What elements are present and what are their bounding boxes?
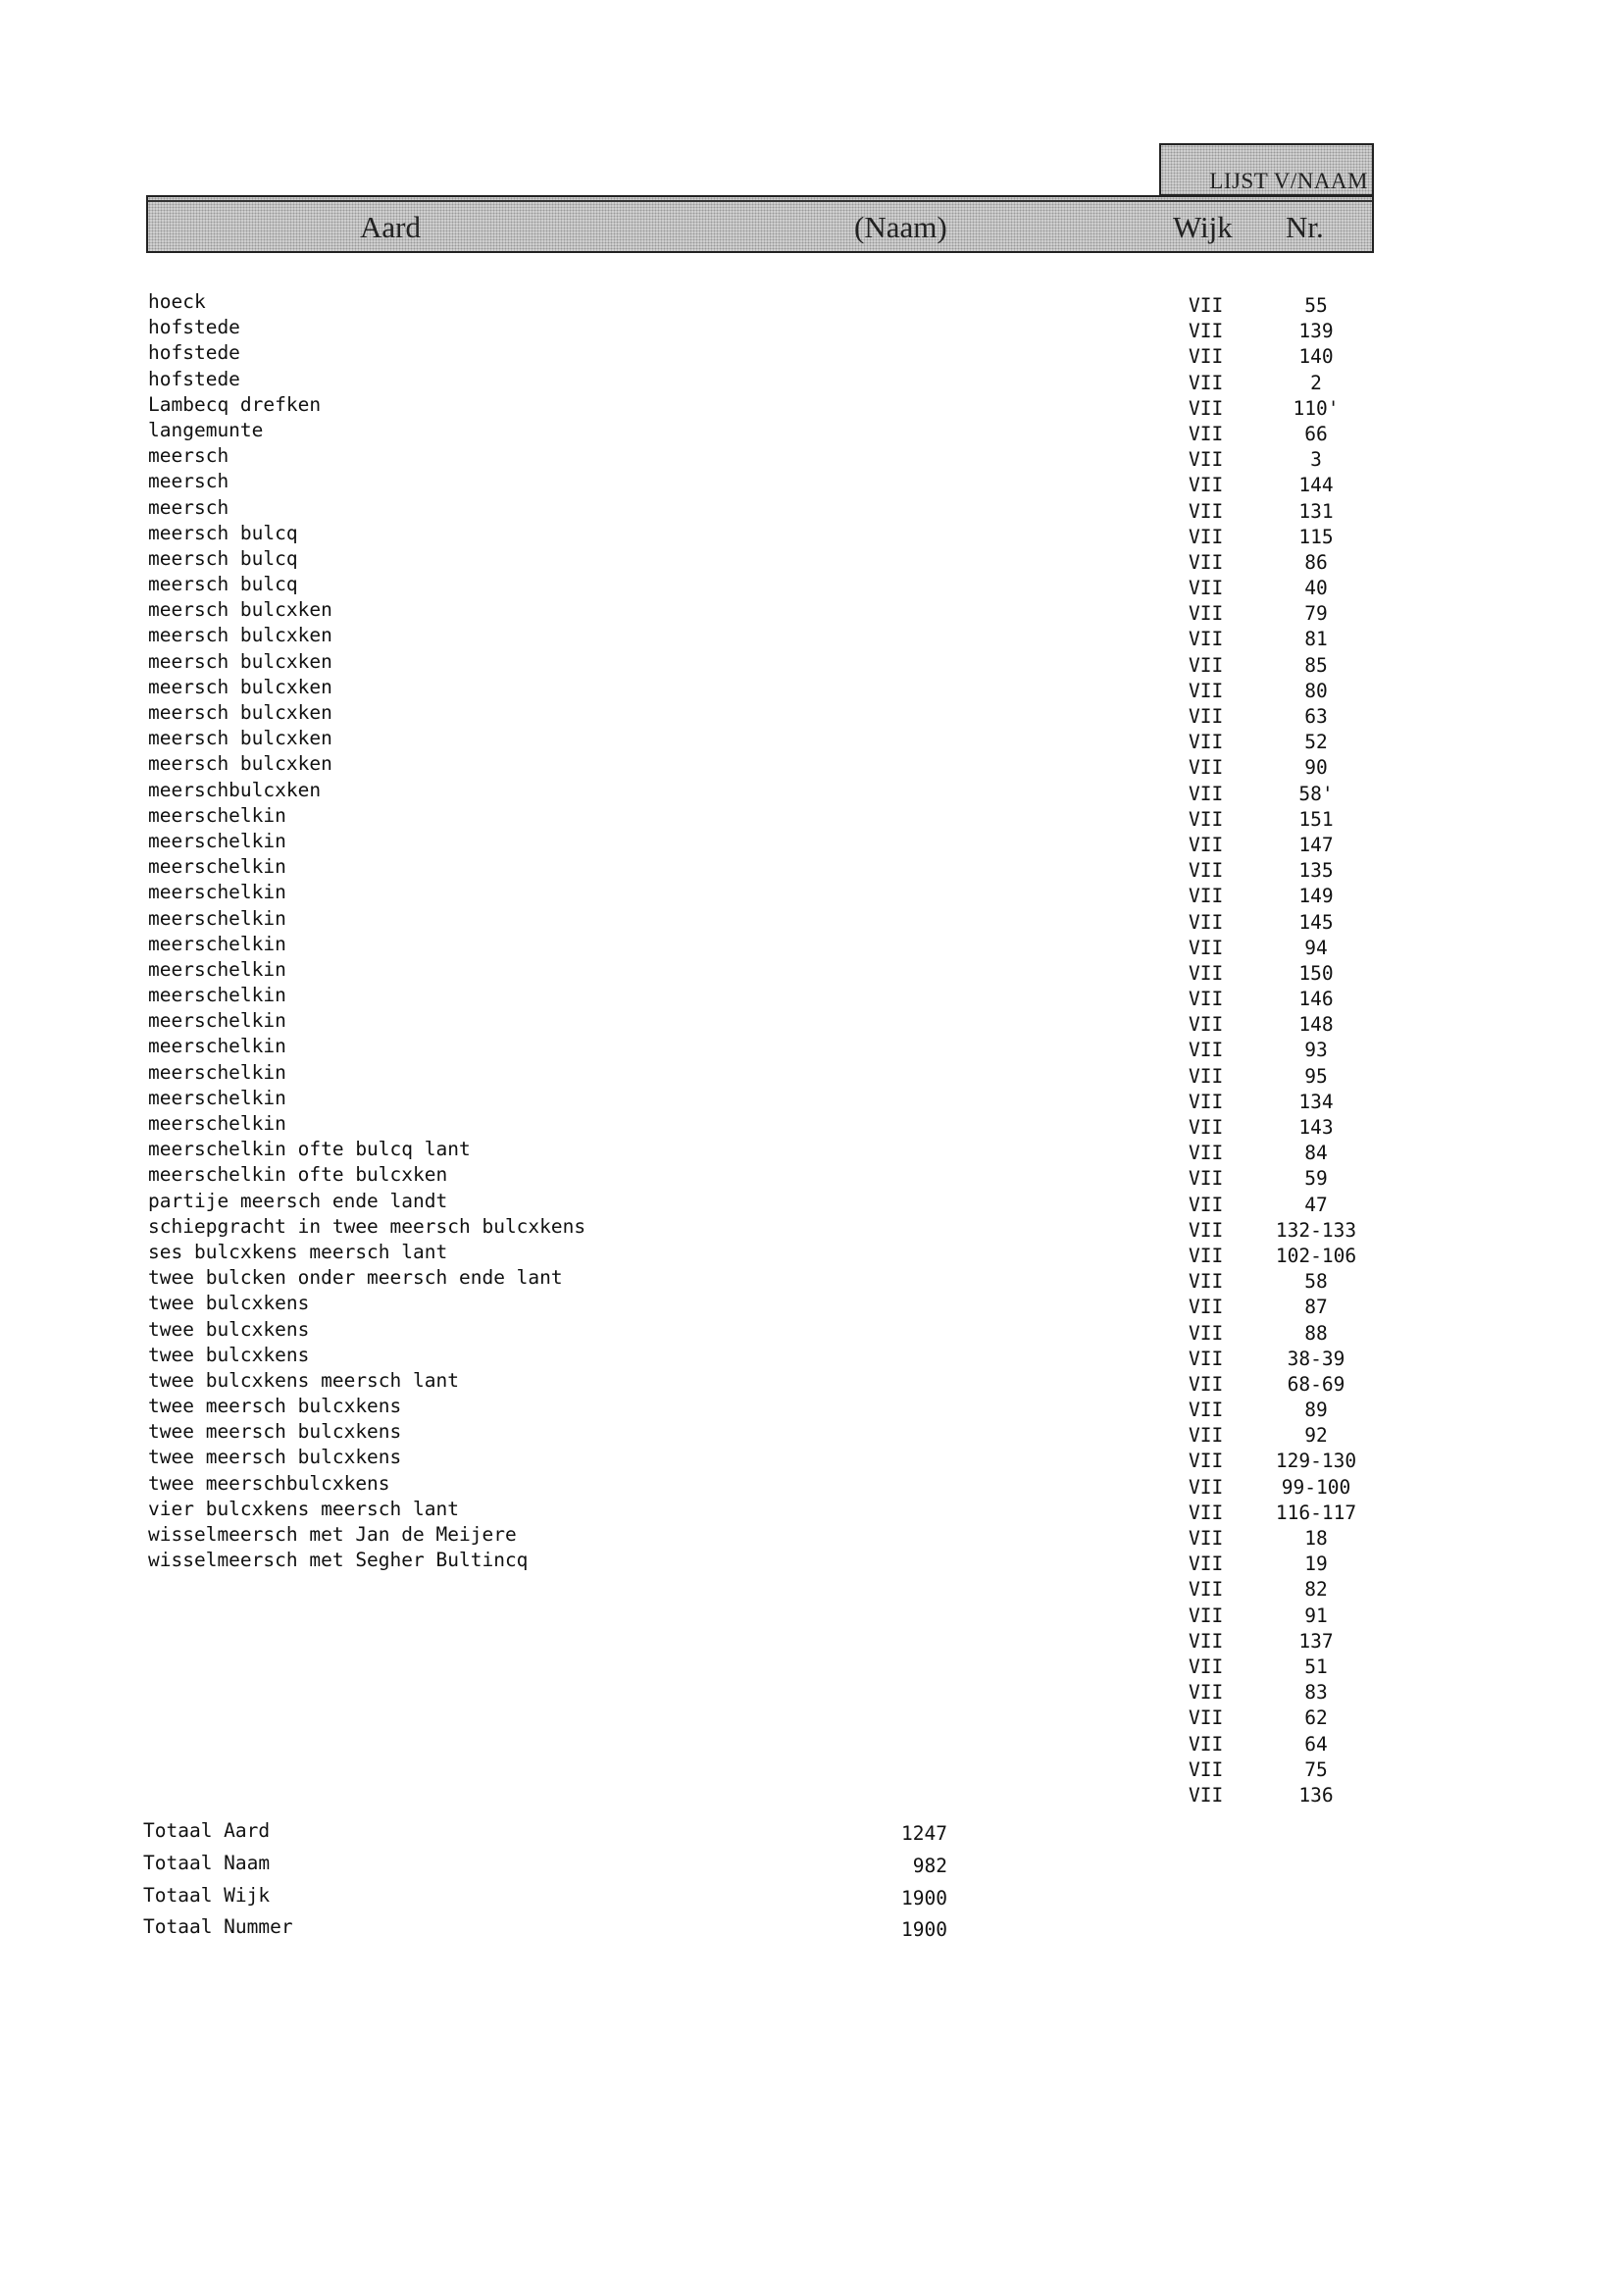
row-nr: 81 [1304,628,1328,651]
table-row [0,752,1624,778]
row-wijk: VII [1189,1757,1224,1781]
row-aard: meersch [148,495,229,519]
table-row [0,1369,1624,1395]
table-row [0,290,1624,316]
row-wijk: VII [1189,1244,1224,1267]
row-wijk: VII [1189,396,1224,420]
row-wijk: VII [1189,859,1224,883]
row-wijk: VII [1189,1167,1224,1191]
list-tag-box [1159,143,1374,196]
row-nr: 82 [1304,1578,1328,1602]
table-row [0,984,1624,1009]
row-nr: 2 [1310,371,1322,394]
row-wijk: VII [1189,833,1224,856]
table-row [0,1729,1624,1755]
row-wijk: VII [1189,807,1224,831]
row-nr: 99-100 [1281,1475,1351,1499]
table-row [0,1035,1624,1060]
table-row [0,624,1624,649]
row-wijk: VII [1189,1296,1224,1319]
table-row [0,804,1624,830]
row-aard: hofstede [148,341,240,365]
row-wijk: VII [1189,1193,1224,1216]
row-nr: 137 [1298,1629,1334,1653]
row-aard: meerschelkin ofte bulcq lant [148,1138,471,1161]
row-wijk: VII [1189,961,1224,985]
row-wijk: VII [1189,345,1224,369]
row-aard: twee bulcken onder meersch ende lant [148,1266,563,1290]
table-row [0,1215,1624,1241]
row-nr: 151 [1298,807,1334,831]
row-aard: Lambecq drefken [148,392,322,416]
row-wijk: VII [1189,705,1224,728]
row-nr: 66 [1304,422,1328,445]
table-row [0,1395,1624,1420]
column-header-bar [146,195,1374,253]
table-row [0,316,1624,341]
table-row [0,779,1624,804]
row-nr: 64 [1304,1732,1328,1756]
table-row [0,1574,1624,1600]
total-label: Totaal Nummer [143,1915,293,1939]
row-aard: twee bulcxkens [148,1292,310,1315]
row-aard: meersch bulcxken [148,752,332,776]
row-wijk: VII [1189,422,1224,445]
row-nr: 149 [1298,885,1334,908]
row-wijk: VII [1189,1424,1224,1448]
table-row [0,1266,1624,1292]
table-row [0,650,1624,676]
row-wijk: VII [1189,910,1224,934]
row-nr: 139 [1298,320,1334,343]
row-nr: 55 [1304,294,1328,317]
total-row [0,1819,1624,1852]
table-row [0,1780,1624,1806]
total-value: 1900 [901,1886,947,1909]
row-nr: 84 [1304,1142,1328,1165]
table-row [0,368,1624,393]
row-wijk: VII [1189,628,1224,651]
total-value: 982 [912,1854,947,1877]
table-row [0,1703,1624,1728]
table-row [0,419,1624,444]
row-wijk: VII [1189,577,1224,600]
header-nr: Nr. [1286,210,1324,244]
row-wijk: VII [1189,1450,1224,1473]
row-wijk: VII [1189,1655,1224,1678]
row-wijk: VII [1189,756,1224,780]
row-nr: 3 [1310,448,1322,472]
table-row [0,496,1624,522]
list-tag: LIJST V/NAAM [1209,169,1368,193]
row-wijk: VII [1189,1013,1224,1037]
table-row [0,1344,1624,1369]
row-nr: 150 [1298,961,1334,985]
row-nr: 51 [1304,1655,1328,1678]
table-row [0,1755,1624,1780]
row-aard: meerschelkin [148,1009,286,1033]
row-aard: meerschelkin [148,932,286,955]
row-wijk: VII [1189,782,1224,805]
row-aard: twee meersch bulcxkens [148,1446,402,1469]
row-wijk: VII [1189,731,1224,754]
row-nr: 83 [1304,1681,1328,1705]
table-row [0,1292,1624,1317]
row-nr: 115 [1298,525,1334,548]
row-wijk: VII [1189,1321,1224,1345]
row-nr: 91 [1304,1604,1328,1627]
table-row [0,470,1624,495]
row-nr: 131 [1298,499,1334,523]
row-nr: 75 [1304,1757,1328,1781]
row-aard: meerschbulcxken [148,778,322,801]
row-aard: wisselmeersch met Segher Bultincq [148,1549,529,1572]
row-aard: meersch [148,444,229,468]
total-row [0,1915,1624,1948]
row-aard: meersch bulcxken [148,598,332,622]
row-nr: 94 [1304,936,1328,959]
row-wijk: VII [1189,1553,1224,1576]
row-nr: 90 [1304,756,1328,780]
row-wijk: VII [1189,525,1224,548]
row-nr: 144 [1298,474,1334,497]
row-wijk: VII [1189,1527,1224,1550]
table-row [0,933,1624,958]
table-row [0,830,1624,855]
row-nr: 58 [1304,1270,1328,1294]
table-row [0,1498,1624,1523]
row-nr: 40 [1304,577,1328,600]
row-nr: 79 [1304,602,1328,626]
table-row [0,1190,1624,1215]
row-nr: 146 [1298,988,1334,1011]
row-wijk: VII [1189,936,1224,959]
row-aard: meerschelkin [148,1035,286,1058]
total-label: Totaal Naam [143,1851,271,1874]
row-wijk: VII [1189,1475,1224,1499]
row-wijk: VII [1189,1372,1224,1396]
row-aard: meerschelkin [148,803,286,827]
row-nr: 140 [1298,345,1334,369]
row-nr: 93 [1304,1039,1328,1062]
row-nr: 85 [1304,653,1328,677]
table-row [0,1087,1624,1112]
row-nr: 47 [1304,1193,1328,1216]
row-aard: hofstede [148,367,240,390]
row-wijk: VII [1189,550,1224,574]
row-wijk: VII [1189,499,1224,523]
row-aard: meerschelkin [148,1086,286,1109]
table-row [0,1420,1624,1446]
row-nr: 102-106 [1275,1244,1357,1267]
header-wijk: Wijk [1173,210,1233,244]
row-nr: 143 [1298,1116,1334,1139]
row-aard: ses bulcxkens meersch lant [148,1240,448,1263]
row-nr: 95 [1304,1064,1328,1088]
table-row [0,701,1624,727]
row-nr: 135 [1298,859,1334,883]
row-wijk: VII [1189,1142,1224,1165]
row-aard: meerschelkin ofte bulcxken [148,1163,448,1187]
row-nr: 132-133 [1275,1218,1357,1242]
row-aard: meersch bulcxken [148,624,332,647]
header-aard: Aard [360,210,421,244]
table-row [0,727,1624,752]
row-aard: meerschelkin [148,881,286,904]
row-nr: 18 [1304,1527,1328,1550]
row-nr: 88 [1304,1321,1328,1345]
row-wijk: VII [1189,371,1224,394]
table-row [0,1601,1624,1626]
table-row [0,341,1624,367]
row-wijk: VII [1189,885,1224,908]
table-row [0,573,1624,598]
table-row [0,1138,1624,1163]
total-value: 1247 [901,1822,947,1845]
row-aard: vier bulcxkens meersch lant [148,1497,459,1520]
row-aard: langemunte [148,418,264,441]
row-wijk: VII [1189,1064,1224,1088]
row-wijk: VII [1189,988,1224,1011]
table-row [0,393,1624,419]
record-list [0,290,1624,1806]
row-aard: wisselmeersch met Jan de Meijere [148,1523,517,1546]
table-row [0,1549,1624,1574]
row-wijk: VII [1189,1116,1224,1139]
row-nr: 58' [1298,782,1334,805]
row-aard: meerschelkin [148,984,286,1007]
table-row [0,444,1624,470]
row-wijk: VII [1189,602,1224,626]
table-row [0,1652,1624,1677]
header-naam: (Naam) [854,210,947,244]
table-row [0,1163,1624,1189]
row-nr: 134 [1298,1090,1334,1113]
row-aard: meersch bulcq [148,573,298,596]
row-nr: 68-69 [1287,1372,1345,1396]
row-nr: 87 [1304,1296,1328,1319]
header-rule [148,200,1372,202]
row-aard: twee meersch bulcxkens [148,1395,402,1418]
row-aard: twee bulcxkens [148,1343,310,1366]
total-label: Totaal Aard [143,1819,271,1842]
row-wijk: VII [1189,294,1224,317]
row-wijk: VII [1189,1578,1224,1602]
row-wijk: VII [1189,653,1224,677]
total-row [0,1884,1624,1916]
row-aard: meerschelkin [148,1112,286,1135]
row-aard: twee bulcxkens [148,1317,310,1341]
row-aard: hoeck [148,290,206,313]
table-row [0,855,1624,881]
row-nr: 63 [1304,705,1328,728]
row-aard: twee meersch bulcxkens [148,1420,402,1444]
table-row [0,1112,1624,1138]
table-row [0,1472,1624,1498]
row-aard: meersch [148,470,229,493]
row-aard: twee bulcxkens meersch lant [148,1368,459,1392]
row-nr: 148 [1298,1013,1334,1037]
row-wijk: VII [1189,1706,1224,1730]
row-wijk: VII [1189,1681,1224,1705]
row-wijk: VII [1189,1604,1224,1627]
total-row [0,1852,1624,1884]
row-nr: 86 [1304,550,1328,574]
row-aard: meerschelkin [148,1060,286,1084]
row-nr: 116-117 [1275,1501,1357,1524]
table-row [0,907,1624,933]
row-nr: 92 [1304,1424,1328,1448]
row-aard: meersch bulcxken [148,701,332,724]
table-row [0,1677,1624,1703]
row-nr: 38-39 [1287,1347,1345,1370]
row-wijk: VII [1189,1783,1224,1807]
row-wijk: VII [1189,320,1224,343]
row-nr: 19 [1304,1553,1328,1576]
row-aard: meerschelkin [148,829,286,852]
row-aard: twee meerschbulcxkens [148,1471,390,1495]
table-row [0,1318,1624,1344]
table-row [0,1061,1624,1087]
row-aard: meersch bulcxken [148,727,332,750]
row-aard: partije meersch ende landt [148,1189,448,1212]
row-wijk: VII [1189,1218,1224,1242]
row-wijk: VII [1189,474,1224,497]
table-row [0,598,1624,624]
row-wijk: VII [1189,679,1224,702]
table-row [0,1446,1624,1471]
row-wijk: VII [1189,1399,1224,1422]
table-row [0,1523,1624,1549]
row-nr: 59 [1304,1167,1328,1191]
row-nr: 62 [1304,1706,1328,1730]
table-row [0,522,1624,547]
row-nr: 129-130 [1275,1450,1357,1473]
row-aard: meersch bulcq [148,546,298,570]
row-nr: 145 [1298,910,1334,934]
row-wijk: VII [1189,1270,1224,1294]
table-row [0,1241,1624,1266]
row-aard: meerschelkin [148,957,286,981]
table-row [0,547,1624,573]
row-aard: meerschelkin [148,906,286,930]
total-value: 1900 [901,1918,947,1942]
row-aard: schiepgracht in twee meersch bulcxkens [148,1214,586,1238]
total-label: Totaal Wijk [143,1883,271,1907]
table-row [0,958,1624,984]
table-row [0,676,1624,701]
table-row [0,881,1624,906]
row-wijk: VII [1189,1039,1224,1062]
row-nr: 89 [1304,1399,1328,1422]
row-aard: meersch bulcxken [148,649,332,673]
table-row [0,1009,1624,1035]
row-aard: meerschelkin [148,855,286,879]
table-row [0,1626,1624,1652]
row-aard: meersch bulcxken [148,675,332,698]
row-wijk: VII [1189,448,1224,472]
row-wijk: VII [1189,1347,1224,1370]
row-wijk: VII [1189,1629,1224,1653]
row-nr: 147 [1298,833,1334,856]
row-aard: meersch bulcq [148,521,298,544]
row-wijk: VII [1189,1732,1224,1756]
row-nr: 110' [1293,396,1340,420]
row-wijk: VII [1189,1090,1224,1113]
row-nr: 52 [1304,731,1328,754]
totals-block [0,1819,1624,1948]
row-aard: hofstede [148,316,240,339]
row-nr: 80 [1304,679,1328,702]
row-nr: 136 [1298,1783,1334,1807]
row-wijk: VII [1189,1501,1224,1524]
